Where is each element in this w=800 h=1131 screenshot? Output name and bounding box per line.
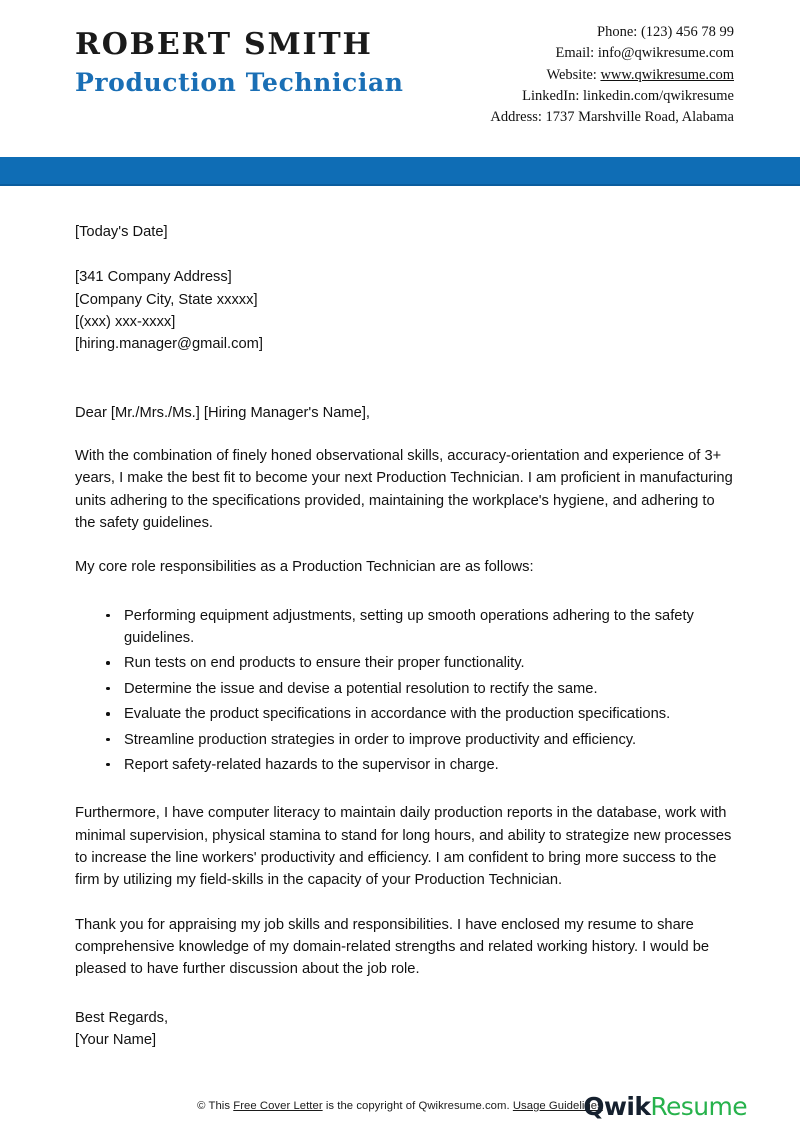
letter-salutation: Dear [Mr./Mrs./Ms.] [Hiring Manager's Name], [75,404,370,421]
qwikresume-logo [583,1092,747,1121]
contact-website-link[interactable]: www.qwikresume.com [600,66,734,83]
footer-copyright-middle: is the copyright of Qwikresume.com. [322,1100,513,1112]
contact-phone [490,22,734,43]
list-item: Performing equipment adjustments, setting up smooth operations adhering to the safety guidelines. [75,605,735,650]
list-item: Report safety-related hazards to the supervisor in charge. [75,754,735,776]
identity-block [75,22,404,100]
letter-paragraph-3: Thank you for appraising my job skills and responsibilities. I have enclosed my resume to share comprehensive knowledge of my domain-related strengths and related working history. I would be pleased to have further discussion about the job role. [75,916,710,978]
footer-copyright-prefix: © This [197,1100,234,1112]
contact-phone-label: Phone: [597,24,638,40]
responsibilities-list [75,605,735,776]
list-item: Run tests on end products to ensure their proper functionality. [75,652,735,674]
page-footer [0,1092,800,1131]
letter-signoff [75,1007,735,1053]
applicant-job-title: Production Technician [75,68,404,98]
recipient-address-block [75,266,735,355]
contact-phone-value: (123) 456 78 99 [640,24,734,40]
contact-email [490,43,734,64]
recipient-line: [Company City, State xxxxx] [75,291,258,308]
applicant-name: ROBERT SMITH [75,27,373,62]
letter-date: [Today's Date] [75,224,168,240]
letter-closing: Best Regards, [75,1009,169,1026]
letter-header [0,0,800,157]
header-accent-bar [0,157,800,186]
logo-text-resume: Resume [650,1092,747,1121]
contact-address [490,107,734,128]
recipient-line: [(xxx) xxx-xxxx] [75,314,176,331]
list-item: Determine the issue and devise a potential resolution to rectify the same. [75,678,735,700]
recipient-line: [hiring.manager@gmail.com] [75,336,263,353]
letter-paragraph-2: Furthermore, I have computer literacy to maintain daily production reports in the database, work with minimal supervision, physical stamina to stand for long hours, and ability to strategize new processes to increase the line workers' productivity and efficiency. I am confident to bring more success to the firm by utilizing my field-skills in the capacity of your Production Technician. [75,805,732,889]
contact-linkedin-value: linkedin.com/qwikresume [582,87,734,104]
contact-address-label: Address: [490,109,542,126]
letter-responsibilities-lead-in: My core role responsibilities as a Production Technician are as follows: [75,559,534,576]
contact-email-value: info@qwikresume.com [597,45,734,62]
letter-paragraph-1: With the combination of finely honed observational skills, accuracy-orientation and experience of 3+ years, I make the best fit to become your next Production Technician. I am proficient in manufacturing units adhering to the specifications provided, maintaining the workplace's hygiene, and adhering to the safety guidelines. [75,448,733,532]
logo-text-qwik: Qwik [583,1092,651,1121]
contact-address-value: 1737 Marshville Road, Alabama [545,109,734,126]
contact-email-label: Email: [555,45,595,62]
list-item: Streamline production strategies in order to improve productivity and efficiency. [75,729,735,751]
contact-linkedin-label: LinkedIn: [522,87,580,104]
usage-guidelines-link[interactable]: Usage Guidelines [512,1100,603,1112]
letter-body [75,221,735,1052]
contact-block [490,22,734,129]
list-item: Evaluate the product specifications in accordance with the production specifications. [75,703,735,725]
contact-website-label: Website: [546,66,597,83]
free-cover-letter-link[interactable]: Free Cover Letter [233,1100,323,1112]
letter-signature-name: [Your Name] [75,1032,157,1049]
recipient-line: [341 Company Address] [75,269,232,286]
contact-linkedin [490,86,734,107]
contact-website [490,65,734,86]
